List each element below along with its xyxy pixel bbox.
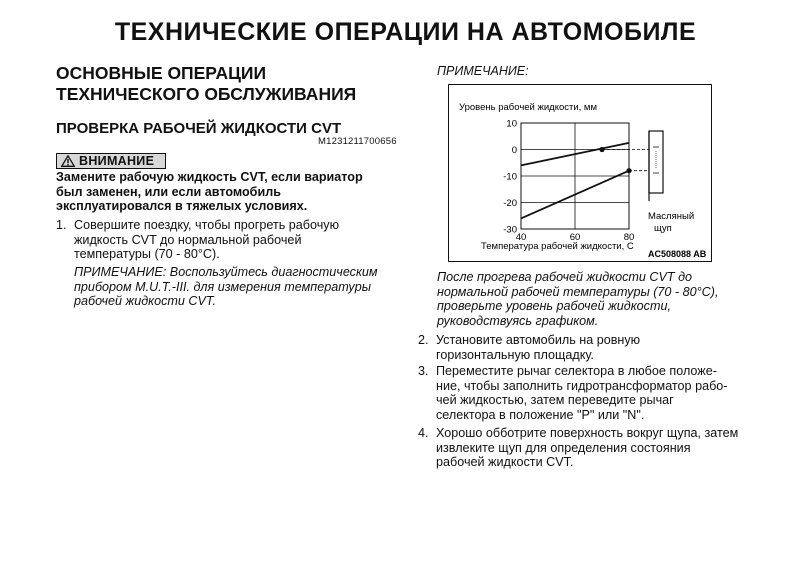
- step-line: Хорошо обботрите поверхность вокруг щупа, затем: [436, 426, 739, 440]
- chart-y-tick-label: 0: [511, 145, 517, 156]
- dipstick-drawing: [649, 131, 663, 201]
- chart-x-tick-label: 60: [569, 232, 581, 243]
- step-line: ние, чтобы заполнить гидротрансформатор рабо-: [436, 378, 728, 393]
- note-line: руководствуясь графиком.: [437, 313, 599, 328]
- warning-badge: [56, 153, 166, 169]
- section-title-line: ОСНОВНЫЕ ОПЕРАЦИИ: [56, 63, 267, 83]
- step-line: жидкость CVT до нормальной рабочей: [74, 232, 302, 247]
- step-text: [436, 426, 738, 470]
- step-number: 3.: [418, 364, 429, 378]
- section-title-line: ТЕХНИЧЕСКОГО ОБСЛУЖИВАНИЯ: [56, 84, 357, 104]
- subsection-title: ПРОВЕРКА РАБОЧЕЙ ЖИДКОСТИ CVT: [56, 120, 342, 137]
- step-line: Переместите рычаг селектора в любое положе-: [436, 364, 717, 378]
- step-line: чей жидкостью, затем переведите рычаг: [436, 393, 674, 407]
- warning-label: ВНИМАНИЕ: [79, 154, 155, 168]
- step-line: Совершите поездку, чтобы прогреть рабочую: [74, 218, 340, 232]
- chart-x-axis-label: Температура рабочей жидкости, С: [481, 241, 634, 252]
- note-line: ПРИМЕЧАНИЕ: Воспользуйтесь диагностическим: [74, 265, 378, 279]
- note-line: прибором M.U.T.-III. для измерения температуры: [74, 279, 371, 294]
- chart-svg: [449, 85, 711, 261]
- step-1: [56, 218, 406, 318]
- warning-line: был заменен, или если автомобиль: [56, 184, 281, 199]
- warning-triangle-icon: [61, 155, 75, 167]
- step-text: [436, 333, 640, 362]
- step-line: Установите автомобиль на ровную: [436, 333, 641, 347]
- step-text: [74, 218, 339, 262]
- step-number: 1.: [56, 218, 67, 232]
- page-title: ТЕХНИЧЕСКИЕ ОПЕРАЦИИ НА АВТОМОБИЛЕ: [114, 18, 697, 46]
- step-line: горизонтальную площадку.: [436, 347, 594, 362]
- step-note: [74, 265, 378, 309]
- dipstick-label: щуп: [654, 223, 672, 234]
- chart-y-tick-label: -10: [503, 171, 517, 183]
- fluid-level-chart: [448, 84, 712, 262]
- step-text: [436, 364, 727, 422]
- dipstick-label: Масляный: [648, 211, 695, 222]
- step-line: селектора в положение "P" или "N".: [436, 407, 645, 422]
- chart-y-tick-label: -30: [503, 224, 517, 236]
- after-figure-note: [437, 270, 718, 328]
- step-2: [418, 333, 778, 363]
- warning-text: [56, 170, 401, 214]
- note-label: ПРИМЕЧАНИЕ:: [437, 64, 529, 78]
- step-line: рабочей жидкости CVT.: [436, 455, 574, 469]
- step-3: [418, 364, 778, 424]
- chart-y-tick-label: 10: [506, 118, 517, 130]
- note-line: нормальной рабочей температуры (70 - 80°C),: [437, 284, 719, 299]
- chart-y-axis-label: Уровень рабочей жидкости, мм: [459, 102, 597, 113]
- note-line: После прогрева рабочей жидкости CVT до: [437, 270, 693, 284]
- warning-line: эксплуатировался в тяжелых условиях.: [56, 199, 308, 213]
- chart-x-tick-label: 40: [515, 232, 527, 243]
- section-title: [56, 63, 416, 105]
- document-code: M1231211700656: [318, 136, 397, 147]
- figure-code: AC508088 AB: [648, 249, 707, 259]
- step-line: извлеките щуп для определения состояния: [436, 440, 691, 455]
- note-line: проверьте уровень рабочей жидкости,: [437, 299, 671, 313]
- warning-line: Замените рабочую жидкость CVT, если вариатор: [56, 170, 363, 184]
- chart-x-tick-label: 80: [623, 232, 635, 243]
- chart-y-tick-label: -20: [503, 198, 517, 209]
- step-4: [418, 426, 788, 472]
- step-number: 2.: [418, 333, 429, 347]
- note-line: рабочей жидкости CVT.: [74, 294, 216, 308]
- step-line: температуры (70 - 80°C).: [74, 247, 220, 261]
- step-number: 4.: [418, 426, 429, 440]
